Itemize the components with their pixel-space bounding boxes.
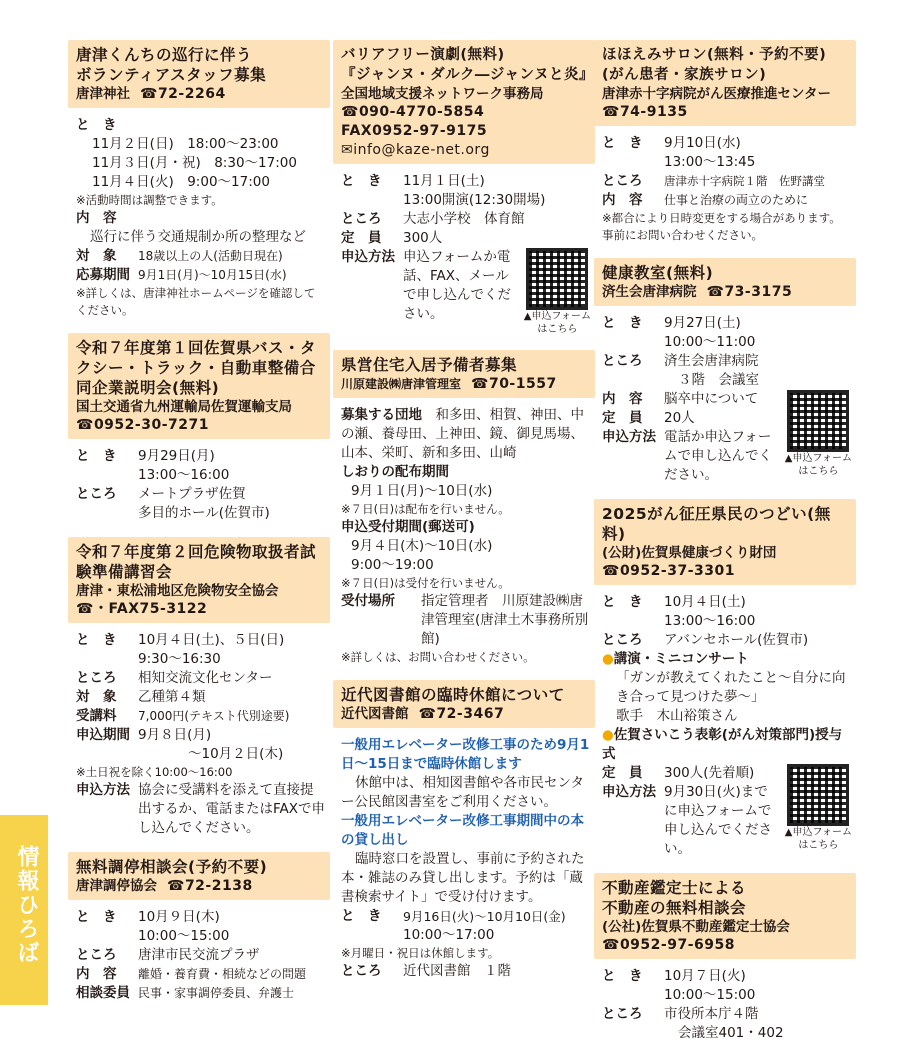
place-text: 済生会唐津病院: [664, 353, 759, 369]
label-haifu: しおりの配布期間: [341, 464, 449, 480]
card-barrierfree-theater: [333, 40, 595, 336]
label-tokoro: ところ: [341, 211, 382, 227]
label-toki: と き: [76, 632, 117, 648]
label-fee: 受講料: [76, 708, 117, 724]
card-header: [333, 350, 595, 398]
card-org: 近代図書館 ☎72-3467: [341, 706, 505, 722]
label-method: 申込方法: [76, 782, 130, 798]
committee-text: 民事・家事調停委員、弁護士: [138, 986, 295, 1000]
content-text: 巡行に伴う交通規制か所の整理など: [90, 229, 306, 245]
date-text: 10月７日(火): [664, 968, 746, 984]
card-title: 近代図書館の臨時休館について: [341, 686, 565, 704]
place-text: メートプラザ佐賀: [138, 486, 246, 502]
phone-number: ☎73-3175: [706, 284, 793, 300]
phone-number: ☎72-2264: [140, 86, 226, 102]
place-text: 会議室401・402: [678, 1025, 784, 1041]
label-iin: 相談委員: [76, 985, 130, 1001]
phone-number: ☎・FAX75-3122: [76, 601, 208, 617]
phone-number: ☎0952-37-3301: [602, 563, 735, 579]
label-tokoro: ところ: [602, 1006, 643, 1022]
time-text: 13:00～13:45: [664, 154, 756, 170]
label-toki: と き: [76, 117, 117, 133]
label-kikan: 申込期間: [76, 727, 130, 743]
card-real-estate-consult: [594, 873, 856, 1043]
label-tokoro: ところ: [76, 670, 117, 686]
label-uketsuke: 申込受付期間(郵送可): [341, 519, 475, 535]
card-header: [333, 40, 595, 164]
date-text: 9月10日(水): [664, 135, 741, 151]
qr-code-block[interactable]: [785, 764, 852, 852]
qr-caption: ▲申込フォーム はこちら: [784, 453, 852, 477]
card-title: 県営住宅入居予備者募集: [341, 356, 518, 374]
label-toki: と き: [76, 909, 117, 925]
card-org: 全国地域支援ネットワーク事務局: [341, 86, 544, 102]
period-text: 9月８日(月): [138, 727, 212, 743]
note: ※月曜日・祝日は休館します。: [341, 946, 500, 960]
card-bus-taxi-seminar: [68, 333, 330, 523]
card-prefectural-housing: [333, 350, 595, 666]
method-text: 申込フォームか電話、FAX、メールで申し込んでください。: [403, 249, 511, 322]
card-org: 川原建設㈱唐津管理室 ☎70-1557: [341, 376, 557, 392]
estate-list: 和多田、相賀、神田、中の瀬、養母田、上神田、鏡、御見馬場、山本、栄町、新和多田、山崎: [341, 407, 584, 461]
schedule-line: 11月３日(月・祝) 8:30～17:00: [92, 155, 297, 171]
card-title: 不動産鑑定士による 不動産の無料相談会: [602, 879, 747, 917]
card-header: [594, 258, 856, 306]
target-text: 18歳以上の人(活動日現在): [138, 249, 283, 263]
card-org: 唐津赤十字病院がん医療推進センター: [602, 86, 831, 102]
card-header: [68, 40, 330, 108]
note: ※詳しくは、唐津神社ホームページを確認してください。: [76, 286, 316, 317]
label-naiyo: 内 容: [602, 192, 643, 208]
period-text: ～10月２日(木): [188, 746, 284, 762]
date-text: 9月29日(月): [138, 448, 215, 464]
card-hohoemi-salon: [594, 40, 856, 244]
column-3: [594, 40, 856, 1057]
note: ※詳しくは、お問い合わせください。: [341, 650, 535, 664]
distribution-period: 9月１日(月)～10日(水): [351, 483, 493, 499]
label-toki: と き: [602, 135, 643, 151]
card-header: [68, 333, 330, 439]
card-org: 済生会唐津病院 ☎73-3175: [602, 284, 793, 300]
label-tokoro: ところ: [341, 963, 382, 979]
label-toki: と き: [602, 594, 643, 610]
label-method: 申込方法: [341, 249, 395, 265]
time-text: 9:30～16:30: [138, 651, 221, 667]
reception-place: 指定管理者 川原建設㈱唐津管理室(唐津土木事務所別館): [421, 593, 589, 647]
place-text: 近代図書館 １階: [403, 963, 511, 979]
label-naiyo: 内 容: [76, 210, 117, 226]
card-org: (公財)佐賀県健康づくり財団: [602, 545, 777, 561]
qr-code-icon[interactable]: [787, 764, 849, 826]
notice-text: 臨時窓口を設置し、事前に予約された本・雑誌のみ貸し出します。予約は「蔵書検索サイト」で受け付けます。: [341, 851, 585, 905]
label-naiyo: 内 容: [602, 391, 643, 407]
method-text: 電話か申込フォームで申し込んでください。: [664, 429, 772, 483]
time-text: 10:00～17:00: [403, 927, 495, 943]
label-method: 申込方法: [602, 429, 656, 445]
date-text: 9月27日(土): [664, 315, 741, 331]
qr-code-icon[interactable]: [526, 248, 588, 310]
notice-text: 休館中は、相知図書館や各市民センター公民館図書室をご利用ください。: [341, 775, 584, 810]
side-tab: 情報ひろば: [0, 815, 48, 1005]
email-address[interactable]: ✉info@kaze-net.org: [341, 142, 490, 158]
date-text: 10月４日(土): [664, 594, 746, 610]
fax-number: FAX0952-97-9175: [341, 123, 488, 139]
qr-caption: ▲申込フォーム はこちら: [523, 311, 591, 335]
program-heading: 講演・ミニコンサート: [613, 651, 749, 667]
label-toki: と き: [76, 448, 117, 464]
note: ※活動時間は調整できます。: [76, 193, 223, 207]
phone-number: ☎090-4770-5854: [341, 104, 485, 120]
place-text: 唐津市民交流プラザ: [138, 947, 260, 963]
card-org: (公社)佐賀県不動産鑑定士協会: [602, 919, 790, 935]
card-health-class: [594, 258, 856, 485]
schedule-line: 11月２日(日) 18:00～23:00: [92, 136, 279, 152]
qr-caption: ▲申込フォーム はこちら: [784, 827, 852, 851]
time-text: 13:00～16:00: [138, 467, 230, 483]
content-text: 脳卒中について: [664, 391, 759, 407]
qr-code-block[interactable]: [785, 390, 852, 478]
label-naiyo: 内 容: [76, 966, 117, 982]
label-taisho: 対 象: [76, 689, 117, 705]
capacity-text: 300人: [403, 230, 443, 246]
card-header: [333, 680, 595, 728]
content-text: 仕事と治療の両立のために: [664, 193, 809, 207]
target-text: 乙種第４類: [138, 689, 206, 705]
card-title: 無料調停相談会(予約不要): [76, 858, 268, 876]
fee-text: 7,000円(テキスト代別途要): [138, 709, 290, 723]
phone-number: ☎72-2138: [167, 878, 253, 894]
label-toki: と き: [602, 968, 643, 984]
phone-number: ☎74-9135: [602, 104, 688, 120]
label-boshu: 募集する団地: [341, 407, 422, 423]
label-toki: と き: [602, 315, 643, 331]
qr-code-icon[interactable]: [787, 390, 849, 452]
program-text: 「ガンが教えてくれたこと～自分に向き合って見つけた夢～」: [616, 670, 846, 705]
note: ※土日祝を除く10:00～16:00: [76, 765, 233, 779]
card-title: 令和７年度第１回佐賀県バス・タクシー・トラック・自動車整備合同企業説明会(無料): [76, 339, 317, 397]
card-hazmat-course: [68, 537, 330, 838]
label-tokoro: ところ: [602, 173, 643, 189]
time-text: 13:00開演(12:30開場): [403, 192, 546, 208]
phone-number: ☎0952-30-7271: [76, 417, 209, 433]
label-teiin: 定 員: [341, 230, 382, 246]
date-text: 10月９日(木): [138, 909, 220, 925]
note: ※７日(日)は受付を行いません。: [341, 576, 510, 590]
label-taisho: 対 象: [76, 248, 117, 264]
place-text: 大志小学校 体育館: [403, 211, 525, 227]
qr-code-block[interactable]: [524, 248, 591, 336]
bullet-icon: ●: [602, 727, 614, 743]
card-org: 唐津・東松浦地区危険物安全協会: [76, 583, 279, 599]
column-2: [333, 40, 595, 995]
bullet-icon: ●: [602, 651, 614, 667]
label-method: 申込方法: [602, 784, 656, 800]
card-title: バリアフリー演劇(無料) 『ジャンヌ・ダルク―ジャンヌと炎』: [341, 47, 594, 83]
time-text: 10:00～11:00: [664, 334, 756, 350]
place-text: アバンセホール(佐賀市): [664, 632, 809, 648]
schedule-line: 11月４日(火) 9:00～17:00: [92, 174, 270, 190]
content-text: 離婚・養育費・相続などの問題: [138, 967, 307, 981]
date-text: 11月１日(土): [403, 173, 485, 189]
card-title: 令和７年度第２回危険物取扱者試験準備講習会: [76, 543, 317, 581]
reception-period: 9月４日(木)～10日(水): [351, 538, 493, 554]
card-header: [594, 499, 856, 585]
phone-number: ☎72-3467: [418, 706, 505, 722]
label-teiin: 定 員: [602, 765, 643, 781]
time-text: 13:00～16:00: [664, 613, 756, 629]
place-text: 相知交流文化センター: [138, 670, 273, 686]
notice-heading: 一般用エレベーター改修工事のため9月1日～15日まで臨時休館します: [341, 737, 590, 772]
card-header: [68, 537, 330, 623]
place-text: 唐津赤十字病院１階 佐野講堂: [664, 174, 825, 188]
label-teiin: 定 員: [602, 410, 643, 426]
column-1: [68, 40, 330, 1017]
capacity-text: 20人: [664, 410, 695, 426]
label-basho: 受付場所: [341, 593, 395, 609]
label-kikan: 応募期間: [76, 267, 130, 283]
phone-number: ☎0952-97-6958: [602, 937, 735, 953]
label-tokoro: ところ: [76, 486, 117, 502]
period-text: 9月1日(月)～10月15日(水): [138, 268, 287, 282]
performer-text: 歌手 木山裕策さん: [616, 708, 738, 724]
place-text: 市役所本庁４階: [664, 1006, 759, 1022]
note: ※都合により日時変更をする場合があります。事前にお問い合わせください。: [602, 211, 841, 242]
card-title: 2025がん征圧県民のつどい(無料): [602, 505, 831, 543]
time-text: 10:00～15:00: [664, 987, 756, 1003]
program-heading: 佐賀さいこう表彰(がん対策部門)授与式: [602, 727, 843, 762]
card-title: 健康教室(無料): [602, 264, 714, 282]
card-library-closure: [333, 680, 595, 981]
card-header: [594, 873, 856, 959]
note: ※７日(日)は配布を行いません。: [341, 502, 510, 516]
capacity-text: 300人(先着順): [664, 765, 755, 781]
place-text: 多目的ホール(佐賀市): [138, 505, 270, 521]
method-text: 9月30日(火)までに申込フォームで申し込んでください。: [664, 784, 772, 857]
card-kunchi-volunteer: [68, 40, 330, 319]
card-mediation-consult: [68, 852, 330, 1003]
label-tokoro: ところ: [602, 353, 643, 369]
date-text: 9月16日(火)～10月10日(金): [403, 909, 566, 924]
label-toki: と き: [341, 908, 382, 924]
card-title: ほほえみサロン(無料・予約不要) (がん患者・家族サロン): [602, 47, 827, 83]
place-text: ３階 会議室: [678, 372, 759, 388]
card-org: 唐津調停協会 ☎72-2138: [76, 878, 253, 894]
time-text: 10:00～15:00: [138, 928, 230, 944]
card-header: [68, 852, 330, 900]
label-tokoro: ところ: [602, 632, 643, 648]
method-text: 協会に受講料を添えて直接提出するか、電話またはFAXで申し込んでください。: [138, 782, 326, 836]
phone-number: ☎70-1557: [471, 376, 557, 392]
date-text: 10月４日(土)、５日(日): [138, 632, 285, 648]
card-org: 国土交通省九州運輸局佐賀運輸支局: [76, 399, 292, 415]
reception-time: 9:00～19:00: [351, 557, 434, 573]
notice-heading: 一般用エレベーター改修工事期間中の本の貸し出し: [341, 813, 584, 848]
card-cancer-gathering: [594, 499, 856, 859]
card-org: 唐津神社 ☎72-2264: [76, 86, 226, 102]
card-header: [594, 40, 856, 126]
label-tokoro: ところ: [76, 947, 117, 963]
card-title: 唐津くんちの巡行に伴う ボランティアスタッフ募集: [76, 46, 267, 84]
label-toki: と き: [341, 173, 382, 189]
